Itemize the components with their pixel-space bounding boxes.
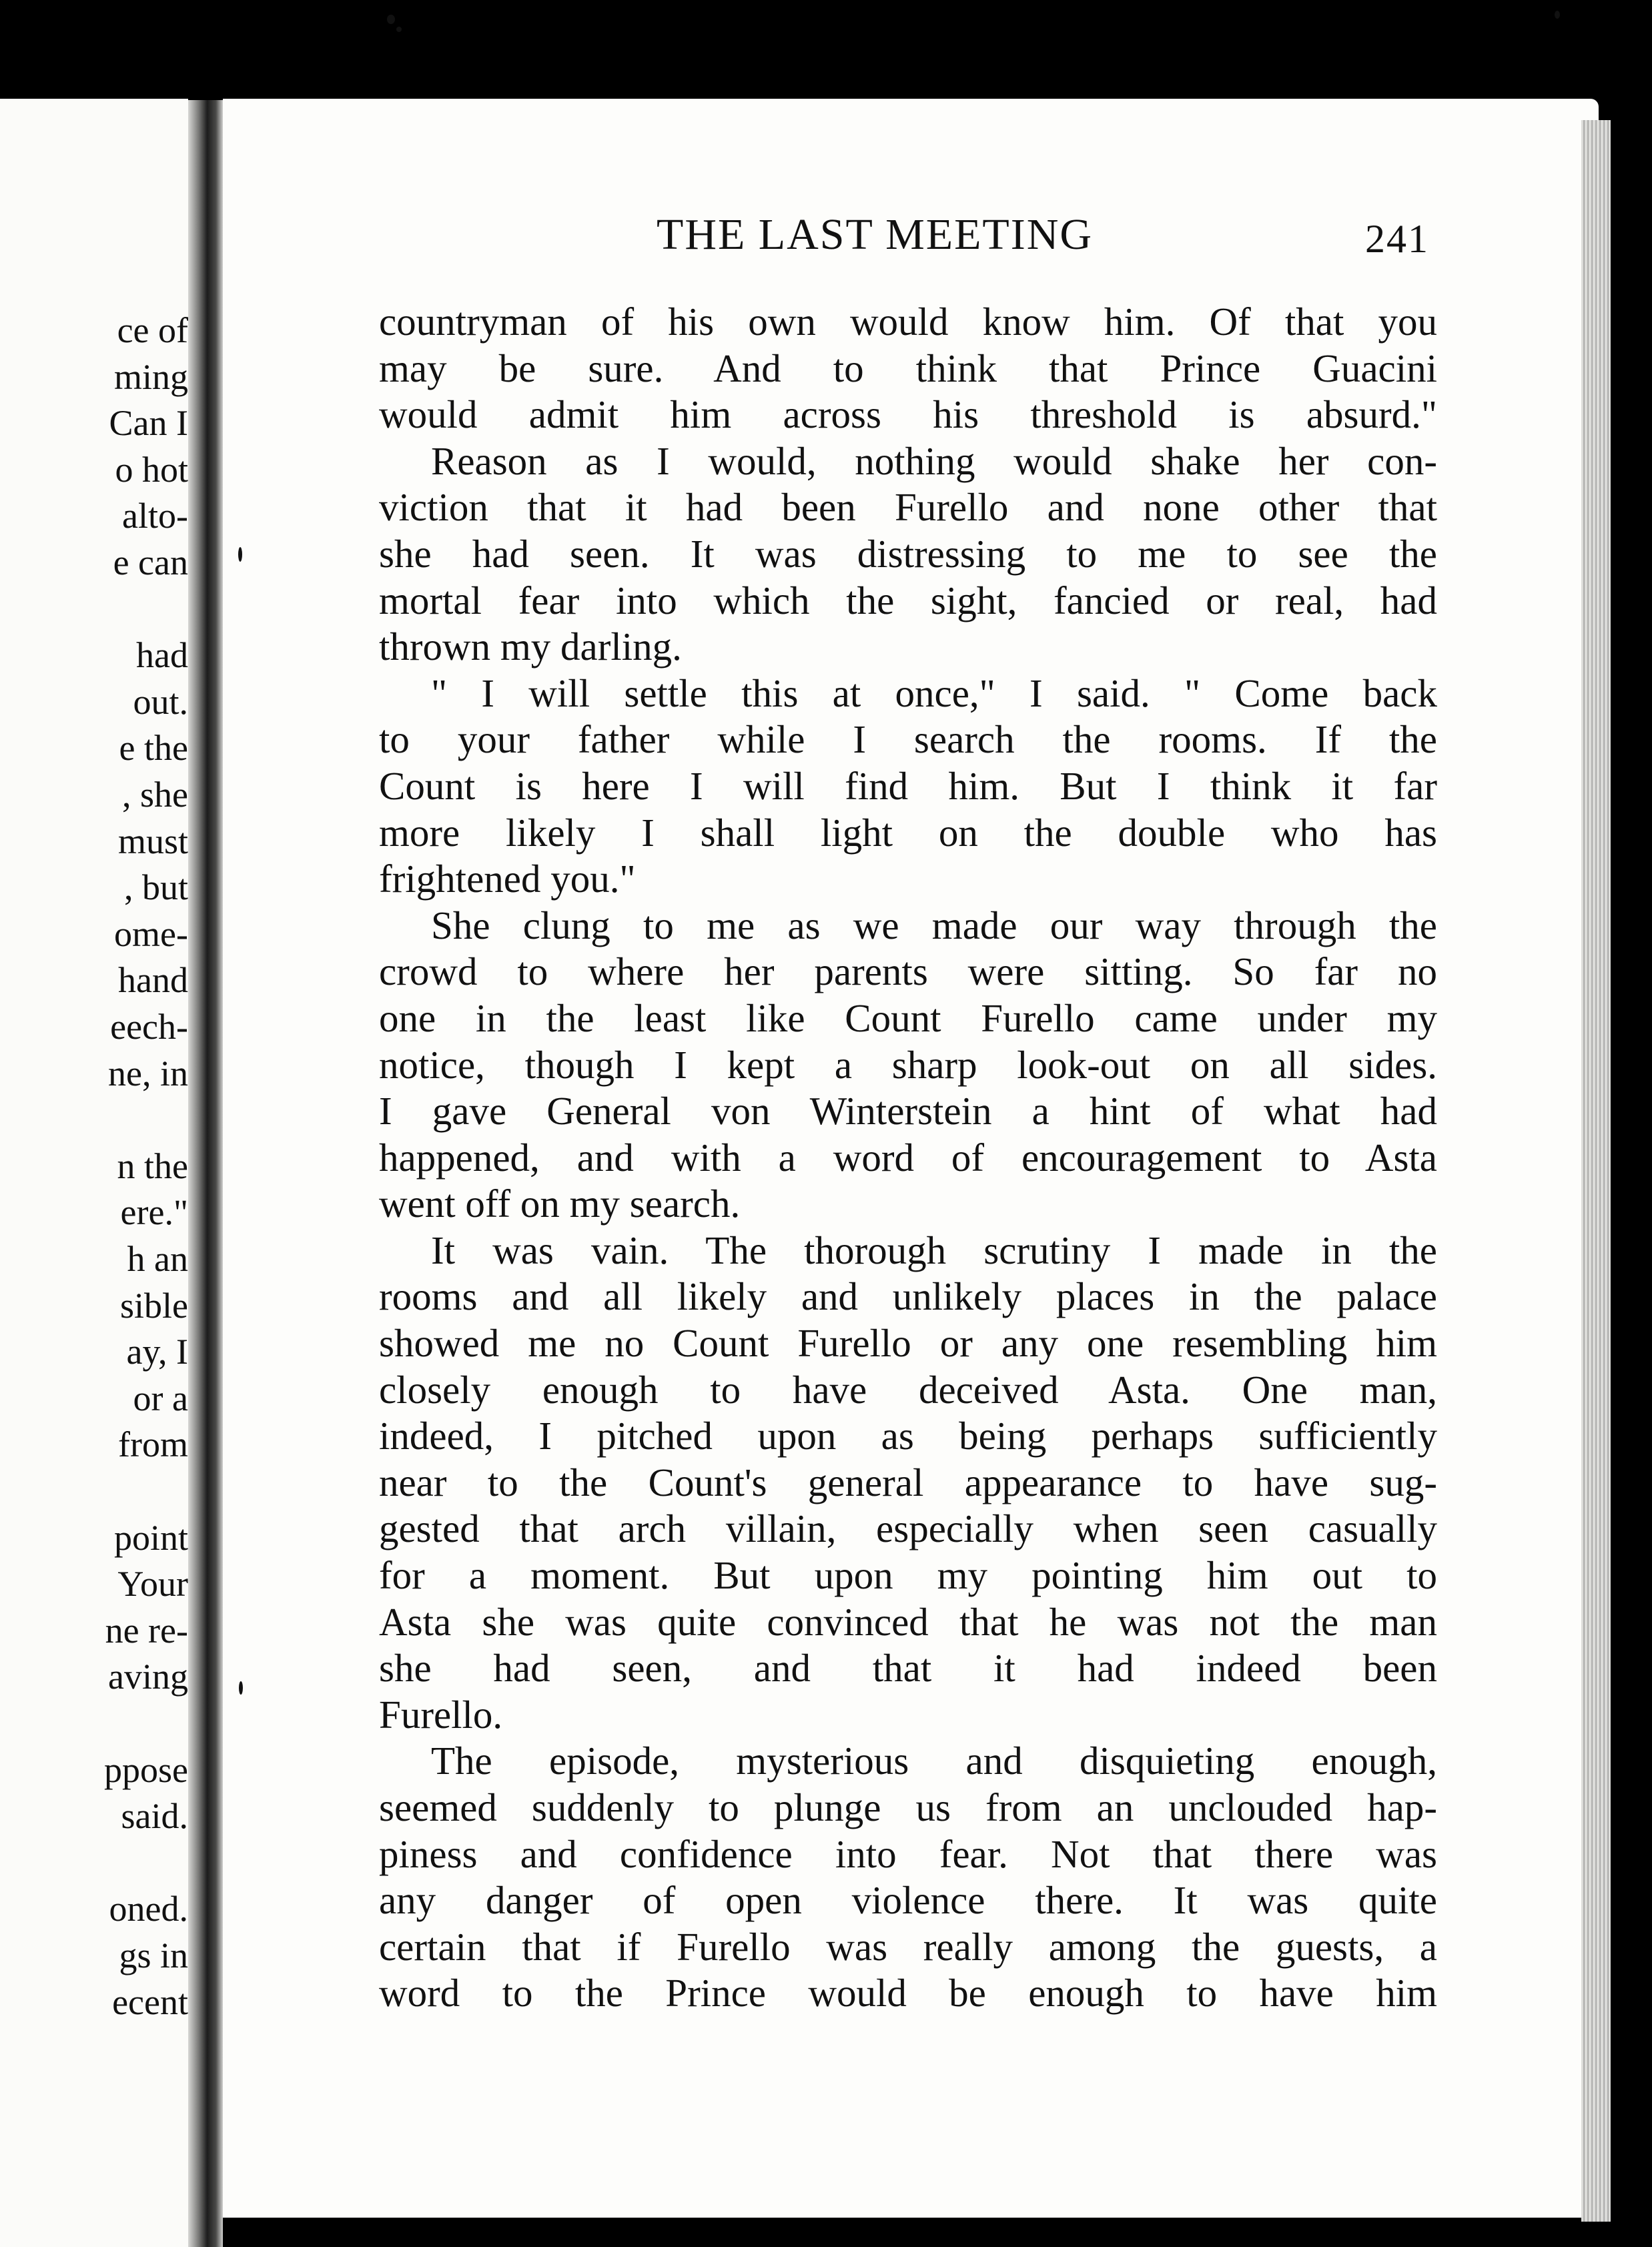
text-line: viction that it had been Furello and none other that — [379, 485, 1437, 530]
text-line: seemed suddenly to plunge us from an unclouded hap- — [379, 1785, 1437, 1829]
text-line: countryman of his own would know him. Of that you — [379, 300, 1437, 344]
text-line: She clung to me as we made our way through the — [431, 903, 1437, 947]
dust-speck — [1555, 11, 1560, 19]
text-line: mortal fear into which the sight, fancied or real, had — [379, 578, 1437, 622]
dust-speck — [387, 15, 395, 24]
left-page-fragment: out. — [133, 681, 188, 722]
text-line: may be sure. And to think that Prince Guacini — [379, 346, 1437, 390]
text-line: " I will settle this at once," I said. " Come back — [431, 670, 1437, 715]
text-line: indeed, I pitched upon as being perhaps sufficiently — [379, 1414, 1437, 1458]
dust-speck — [238, 547, 242, 562]
left-page-fragment: must — [117, 821, 188, 861]
text-line: word to the Prince would be enough to have him — [379, 1971, 1437, 2015]
left-page-fragment: o hot — [115, 449, 188, 490]
left-page-fragment: ecent — [112, 1981, 188, 2022]
left-page-fragment: hand — [118, 960, 188, 1001]
left-page-fragment: ppose — [104, 1749, 188, 1790]
page-number: 241 — [1365, 217, 1429, 261]
text-line: gested that arch villain, especially when seen casually — [379, 1506, 1437, 1551]
left-page-fragment: e can — [113, 542, 188, 582]
page-edge — [1581, 120, 1611, 2222]
left-page-fragment: e the — [119, 728, 188, 769]
text-line: would admit him across his threshold is absurd." — [379, 392, 1437, 437]
text-line: Reason as I would, nothing would shake her con- — [431, 438, 1437, 483]
text-line: showed me no Count Furello or any one resembling him — [379, 1321, 1437, 1366]
left-page-fragment: Your — [117, 1564, 188, 1605]
left-page-fragment: , she — [122, 775, 188, 815]
left-page-fragment: , but — [123, 867, 188, 908]
text-line: certain that if Furello was really among the guests, a — [379, 1924, 1437, 1969]
text-line: near to the Count's general appearance to have sug- — [379, 1460, 1437, 1504]
left-page-fragment: had — [136, 635, 188, 676]
running-head-title: THE LAST MEETING — [657, 210, 1094, 259]
text-line: Furello. — [379, 1692, 503, 1737]
body-text — [379, 299, 1437, 2017]
left-page-fragment: or a — [133, 1378, 188, 1418]
left-page-fragment: aving — [108, 1657, 188, 1697]
left-page-fragment: gs in — [119, 1935, 188, 1975]
left-page — [0, 99, 188, 2247]
dust-speck — [396, 27, 402, 32]
text-line: Count is here I will find him. But I think it far — [379, 763, 1437, 808]
text-line: closely enough to have deceived Asta. One man, — [379, 1367, 1437, 1412]
left-page-fragment: alto- — [122, 496, 188, 536]
text-line: she had seen, and that it had indeed been — [379, 1646, 1437, 1691]
left-page-fragment: point — [113, 1517, 188, 1558]
left-page-fragment: sible — [120, 1285, 188, 1326]
text-line: Asta she was quite convinced that he was not the man — [379, 1599, 1437, 1644]
text-line: any danger of open violence there. It was quite — [379, 1878, 1437, 1923]
text-line: piness and confidence into fear. Not that there was — [379, 1831, 1437, 1876]
left-page-fragment: said. — [121, 1796, 188, 1837]
text-line: rooms and all likely and unlikely places in the palace — [379, 1274, 1437, 1319]
text-line: The episode, mysterious and disquieting enough, — [431, 1739, 1437, 1783]
text-line: to your father while I search the rooms. If the — [379, 717, 1437, 762]
left-page-fragment: ming — [113, 356, 188, 397]
dust-speck — [239, 1681, 243, 1695]
text-line: crowd to where her parents were sitting. So far no — [379, 949, 1437, 994]
left-page-fragment: oned. — [109, 1889, 188, 1929]
left-page-fragment: from — [118, 1424, 188, 1465]
book-gutter — [188, 100, 223, 2247]
text-line: for a moment. But upon my pointing him out to — [379, 1553, 1437, 1598]
left-page-fragment: n the — [117, 1146, 188, 1186]
text-line: It was vain. The thorough scrutiny I made in the — [431, 1228, 1437, 1272]
left-page-fragment: ome- — [114, 913, 188, 954]
text-line: more likely I shall light on the double who has — [379, 810, 1437, 855]
text-line: I gave General von Winterstein a hint of what had — [379, 1089, 1437, 1134]
left-page-fragment: Can I — [109, 403, 188, 444]
text-line: thrown my darling. — [379, 624, 682, 669]
left-page-fragment: ere." — [120, 1192, 188, 1233]
text-line: she had seen. It was distressing to me to see the — [379, 531, 1437, 576]
text-line: happened, and with a word of encouragement to Asta — [379, 1135, 1437, 1180]
text-line: notice, though I kept a sharp look-out on all sides. — [379, 1042, 1437, 1087]
text-line: went off on my search. — [379, 1182, 741, 1226]
text-line: frightened you." — [379, 857, 636, 901]
left-page-fragment: h an — [127, 1239, 188, 1279]
left-page-fragment: ce of — [117, 310, 188, 350]
left-page-fragment: ne re- — [105, 1610, 188, 1651]
text-line: one in the least like Count Furello came under my — [379, 995, 1437, 1040]
left-page-fragment: eech- — [110, 1007, 188, 1047]
left-page-fragment: ne, in — [108, 1053, 188, 1093]
left-page-fragment: ay, I — [126, 1332, 188, 1372]
